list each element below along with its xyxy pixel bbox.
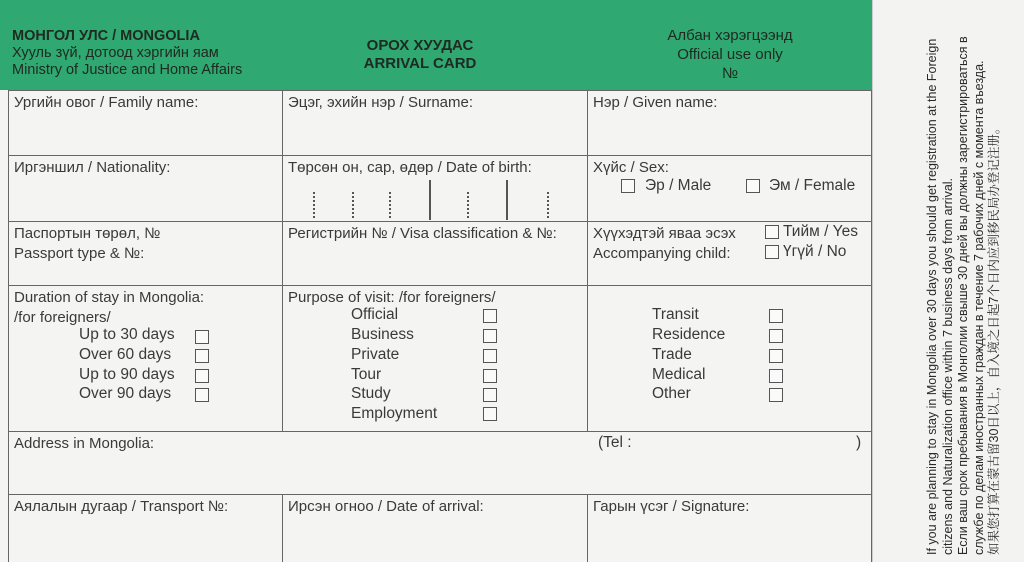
family-name-label: Ургийн овог / Family name: <box>14 94 199 111</box>
duration-option: Over 60 days <box>79 346 172 363</box>
transport-field[interactable] <box>8 494 282 562</box>
sex-label: Хүйс / Sex: <box>593 159 669 176</box>
ministry-mn: Хууль зүй, дотоод хэргийн яам <box>12 45 219 61</box>
visa-label: Регистрийн № / Visa classification & №: <box>288 225 557 242</box>
purpose-checkbox[interactable] <box>769 309 783 323</box>
purpose-checkbox[interactable] <box>483 309 497 323</box>
purpose-checkbox[interactable] <box>769 388 783 402</box>
nationality-label: Иргэншил / Nationality: <box>14 159 171 176</box>
duration-option: Up to 90 days <box>79 366 175 383</box>
purpose-option: Trade <box>652 346 692 363</box>
child-no-checkbox[interactable] <box>765 245 779 259</box>
family-name-field[interactable] <box>8 90 282 155</box>
notice-en-2: citizens and Naturalization office within 7 business days from arrival. <box>940 177 955 555</box>
passport-label-mn: Паспортын төрөл, № <box>14 225 161 242</box>
given-name-label: Нэр / Given name: <box>593 94 718 111</box>
passport-label-en: Passport type & №: <box>14 245 145 262</box>
duration-checkbox[interactable] <box>195 330 209 344</box>
ministry-en: Ministry of Justice and Home Affairs <box>12 62 243 78</box>
purpose-checkbox[interactable] <box>483 329 497 343</box>
duration-option: Up to 30 days <box>79 326 175 343</box>
title-en: ARRIVAL CARD <box>363 55 477 72</box>
address-label: Address in Mongolia: <box>14 435 155 452</box>
child-label-en: Accompanying child: <box>593 245 731 262</box>
notice-ru-1: Если ваш срок пребывания в Монголии свыше 30 дней вы должны зарегистрироваться в <box>956 36 970 555</box>
duration-checkbox[interactable] <box>195 349 209 363</box>
notice-ru-2: службе по делам иностранных граждан в течение 7 рабочих дней с момента въезда. <box>971 60 986 555</box>
dob-separator <box>429 180 431 220</box>
card-header <box>0 0 872 90</box>
signature-field[interactable] <box>587 494 872 562</box>
country-name: МОНГОЛ УЛС / MONGOLIA <box>12 28 200 44</box>
visa-field[interactable] <box>282 221 587 285</box>
official-use-block <box>640 26 820 83</box>
duration-option: Over 90 days <box>79 385 172 402</box>
dob-divider <box>547 192 549 218</box>
purpose-option: Private <box>351 346 400 363</box>
child-yes-label: Тийм / Yes <box>783 223 858 240</box>
purpose-checkbox[interactable] <box>769 349 783 363</box>
official-en: Official use only <box>677 46 783 63</box>
purpose-field-extra <box>587 285 872 431</box>
duration-sublabel: /for foreigners/ <box>14 309 111 326</box>
title-mn: ОРОХ ХУУДАС <box>366 37 474 54</box>
dob-divider <box>352 192 354 218</box>
male-label: Эр / Male <box>645 177 712 194</box>
purpose-checkbox[interactable] <box>483 349 497 363</box>
nationality-field[interactable] <box>8 155 282 221</box>
official-mn: Албан хэрэгцээнд <box>667 27 793 44</box>
female-checkbox[interactable] <box>746 179 760 193</box>
surname-field[interactable] <box>282 90 587 155</box>
duration-checkbox[interactable] <box>195 369 209 383</box>
card-title <box>340 37 500 73</box>
purpose-checkbox[interactable] <box>483 388 497 402</box>
child-label-mn: Хүүхэдтэй яваа эсэх <box>593 225 736 242</box>
purpose-option: Study <box>351 385 391 402</box>
child-no-label: Үгүй / No <box>783 243 847 260</box>
duration-label: Duration of stay in Mongolia: <box>14 289 205 306</box>
purpose-option: Transit <box>652 306 699 323</box>
male-checkbox[interactable] <box>621 179 635 193</box>
signature-label: Гарын үсэг / Signature: <box>593 498 750 515</box>
purpose-checkbox[interactable] <box>769 369 783 383</box>
purpose-option: Employment <box>351 405 438 422</box>
address-field[interactable] <box>8 431 872 494</box>
notice-zh: 如果您打算在蒙古留30日以上，自入境之日起7个日内应到移民局办登记注册。 <box>987 121 1001 555</box>
issuer-block <box>12 28 242 79</box>
purpose-option: Other <box>652 385 691 402</box>
purpose-option: Residence <box>652 326 726 343</box>
purpose-option: Tour <box>351 366 382 383</box>
purpose-label: Purpose of visit: /for foreigners/ <box>288 289 496 306</box>
purpose-option: Medical <box>652 366 706 383</box>
female-label: Эм / Female <box>769 177 856 194</box>
duration-checkbox[interactable] <box>195 388 209 402</box>
purpose-checkbox[interactable] <box>769 329 783 343</box>
notice-en-1: If you are planning to stay in Mongolia over 30 days you should get registration at the Foreign <box>925 38 939 555</box>
dob-divider <box>467 192 469 218</box>
purpose-option: Official <box>351 306 399 323</box>
child-yes-checkbox[interactable] <box>765 225 779 239</box>
purpose-checkbox[interactable] <box>483 369 497 383</box>
arrival-date-label: Ирсэн огноо / Date of arrival: <box>288 498 484 515</box>
dob-separator <box>506 180 508 220</box>
dob-field[interactable] <box>282 155 587 221</box>
dob-divider <box>313 192 315 218</box>
arrival-date-field[interactable] <box>282 494 587 562</box>
passport-field[interactable] <box>8 221 282 285</box>
tel-close: ) <box>856 434 862 451</box>
dob-label: Төрсөн он, сар, өдөр / Date of birth: <box>288 159 532 176</box>
dob-divider <box>389 192 391 218</box>
given-name-field[interactable] <box>587 90 872 155</box>
transport-label: Аялалын дугаар / Transport №: <box>14 498 229 515</box>
registration-notice <box>925 36 1003 555</box>
tel-label: (Tel : <box>598 434 632 451</box>
purpose-option: Business <box>351 326 414 343</box>
surname-label: Эцэг, эхийн нэр / Surname: <box>288 94 474 111</box>
official-number: № <box>721 65 739 82</box>
purpose-checkbox[interactable] <box>483 407 497 421</box>
